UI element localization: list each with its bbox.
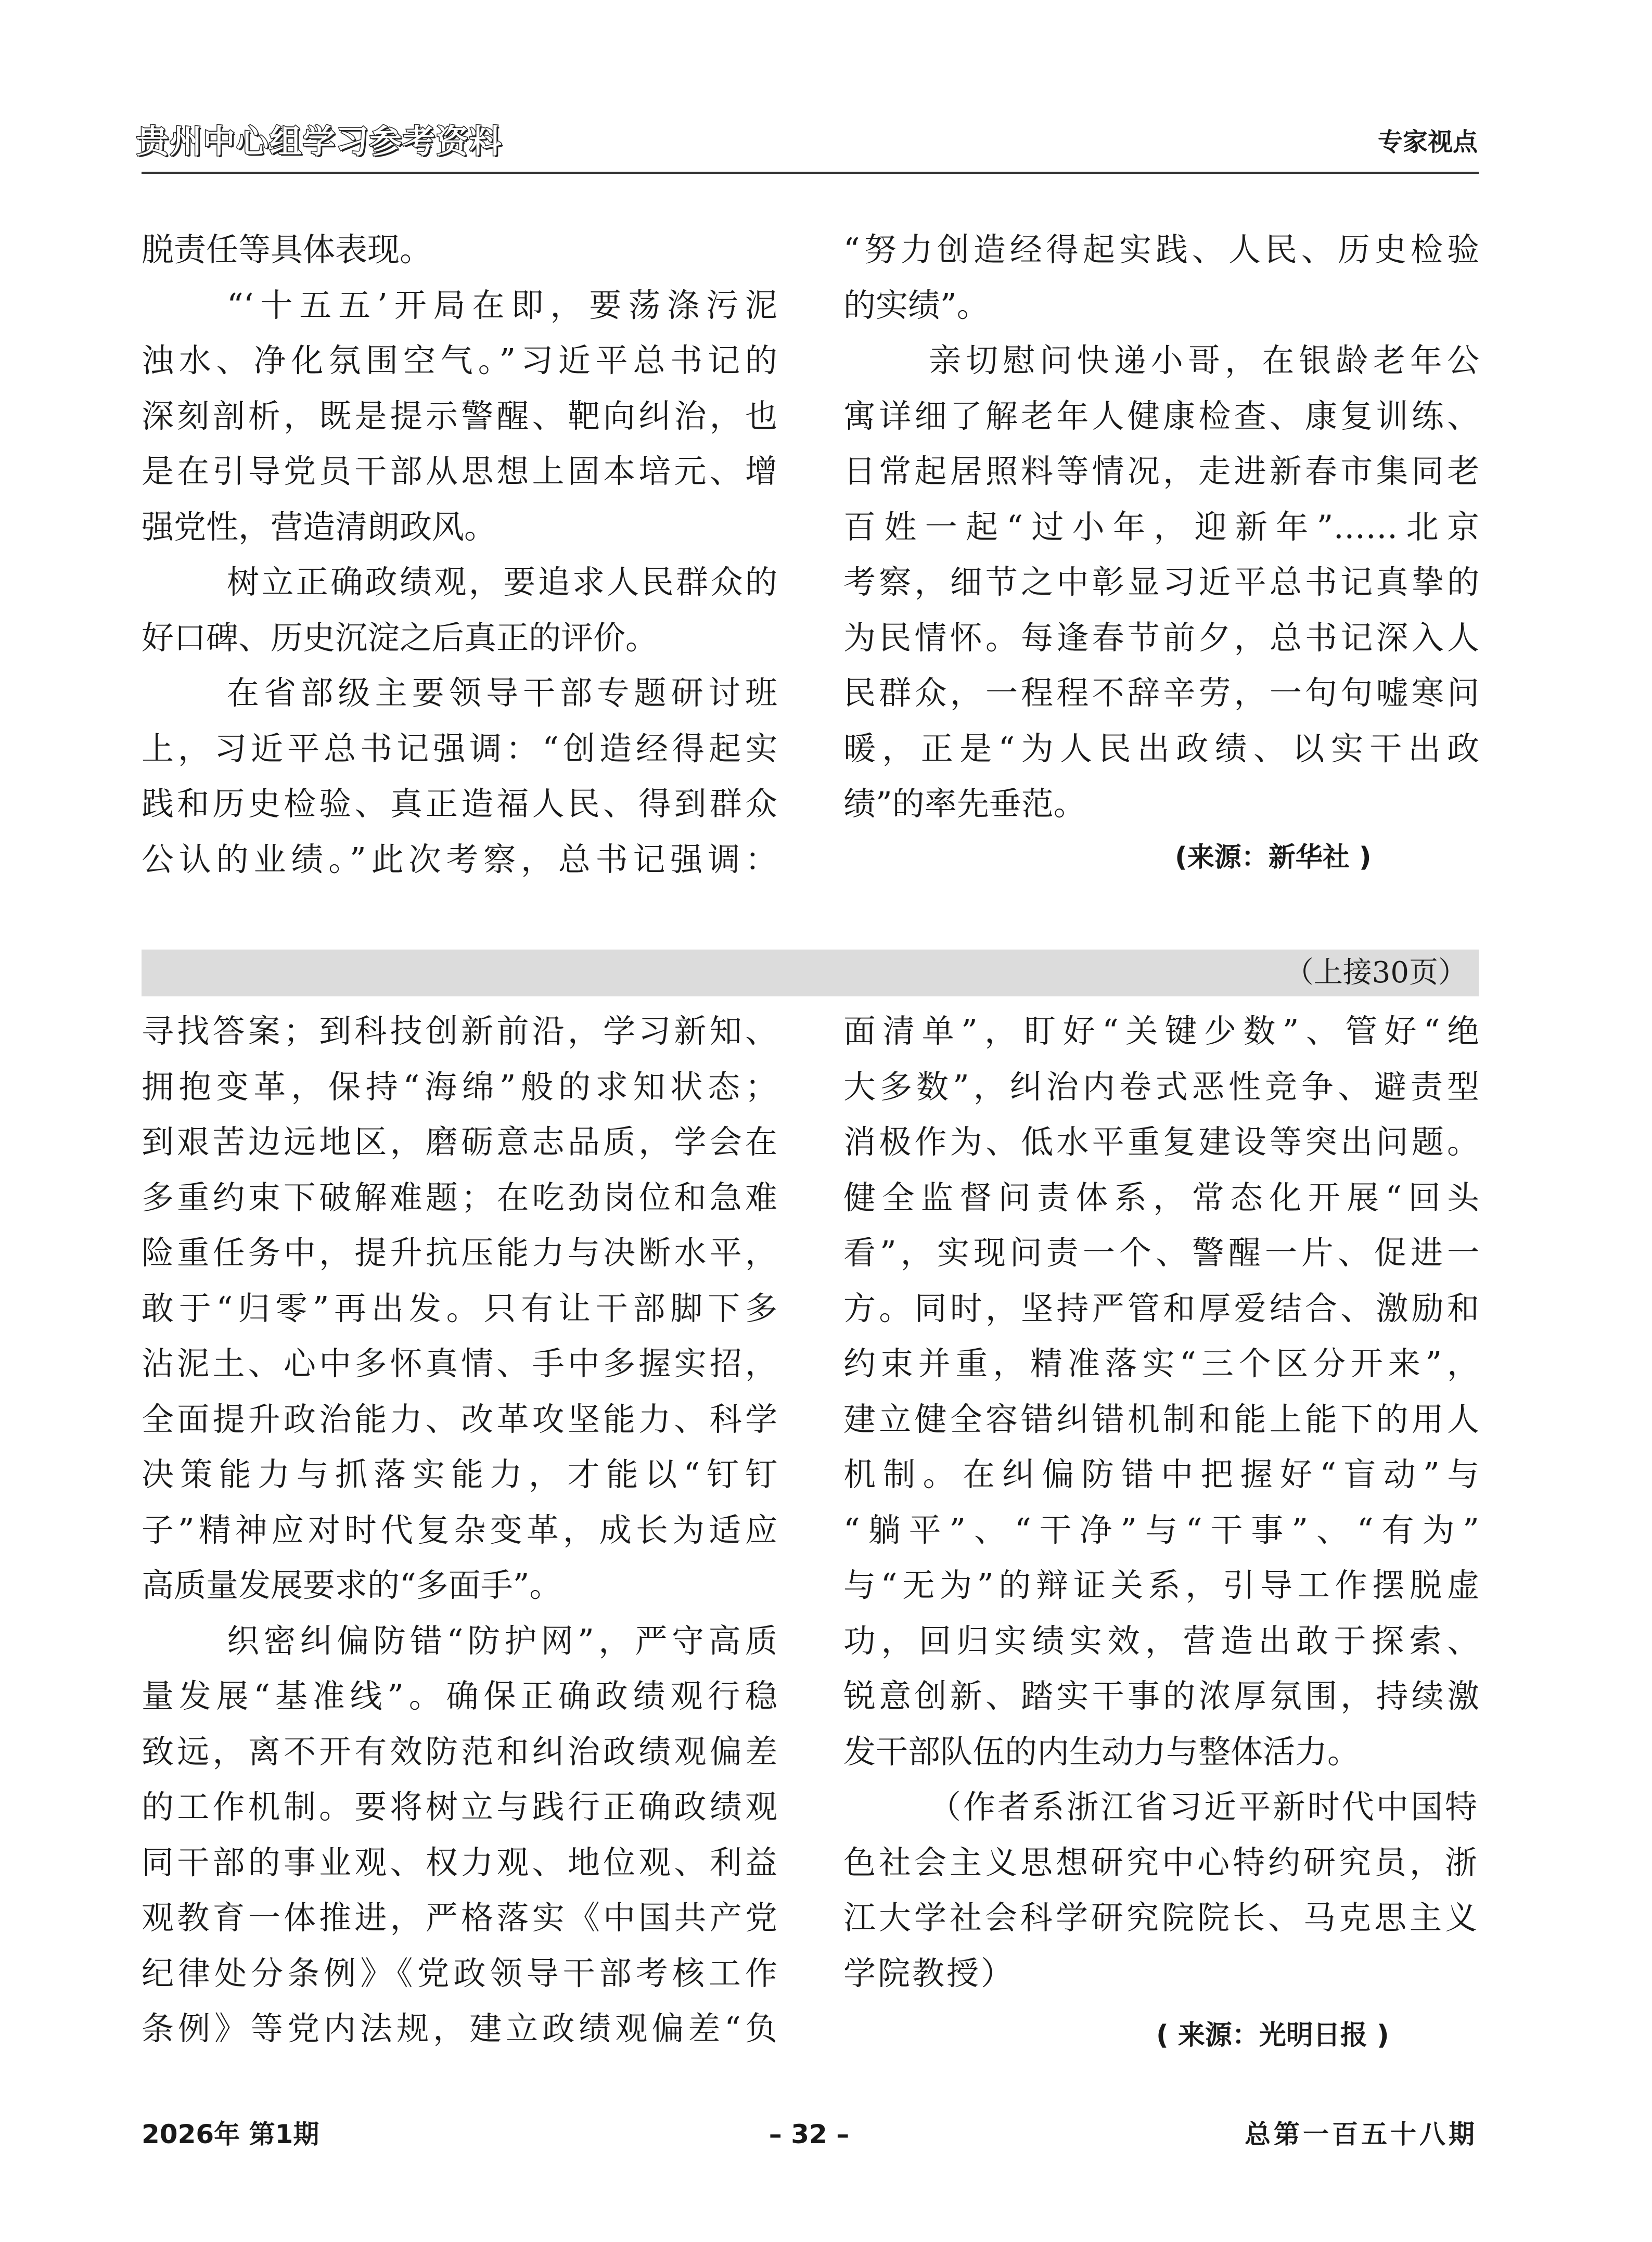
text-line: 寓详细了解老年人健康检查、康复训练、 — [843, 397, 1479, 435]
text-line: 树立正确政绩观，要追求人民群众的 — [227, 563, 777, 601]
text-line: 绩”的率先垂范。 — [843, 785, 1086, 823]
text-line: 同干部的事业观、权力观、地位观、利益 — [142, 1843, 777, 1881]
text-line: 全面提升政治能力、改革攻坚能力、科学 — [142, 1400, 777, 1438]
source-guangming: ( 来源：光明日报 ) — [1156, 2020, 1389, 2051]
text-line: 敢于“归零”再出发。只有让干部脚下多 — [142, 1289, 777, 1327]
footer-total-issue: 总第一百五十八期 — [1245, 2119, 1478, 2149]
text-line: 纪律处分条例》《党政领导干部考核工作 — [142, 1954, 777, 1992]
text-line: 学院教授） — [843, 1954, 1016, 1992]
text-line: 考察，细节之中彰显习近平总书记真挚的 — [843, 563, 1479, 601]
text-line: 建立健全容错纠错机制和能上能下的用人 — [843, 1400, 1479, 1438]
text-line: 寻找答案；到科技创新前沿，学习新知、 — [142, 1012, 777, 1050]
text-line: 的实绩”。 — [843, 286, 989, 324]
publication-title: 贵州中心组学习参考资料 — [136, 122, 503, 160]
text-line: 色社会主义思想研究中心特约研究员，浙 — [843, 1843, 1479, 1881]
text-line: 约束并重，精准落实“三个区分开来”， — [843, 1344, 1479, 1382]
text-line: 民群众，一程程不辞辛劳，一句句嘘寒问 — [843, 674, 1479, 712]
text-line: 到艰苦边远地区，磨砺意志品质，学会在 — [142, 1123, 777, 1161]
continuation-label: （上接30页） — [1284, 956, 1467, 990]
text-line: 决策能力与抓落实能力，才能以“钉钉 — [142, 1455, 777, 1493]
text-line: “躺平”、“干净”与“干事”、“有为” — [843, 1511, 1479, 1549]
text-line: 与“无为”的辩证关系，引导工作摆脱虚 — [843, 1566, 1479, 1604]
footer-issue: 2026年 第1期 — [142, 2119, 319, 2149]
text-line: 子”精神应对时代复杂变革，成长为适应 — [142, 1511, 777, 1549]
header-rule — [142, 172, 1479, 174]
text-line: 为民情怀。每逢春节前夕，总书记深入人 — [843, 619, 1479, 657]
text-line: 多重约束下破解难题；在吃劲岗位和急难 — [142, 1178, 777, 1216]
text-line: 发干部队伍的内生动力与整体活力。 — [843, 1733, 1360, 1771]
text-line: 机制。在纠偏防错中把握好“盲动”与 — [843, 1455, 1479, 1493]
text-line: 浊水、净化氛围空气。”习近平总书记的 — [142, 341, 777, 379]
page-number: – 32 – — [769, 2119, 850, 2149]
text-line: 量发展“基准线”。确保正确政绩观行稳 — [142, 1677, 777, 1715]
text-line: 江大学社会科学研究院院长、马克思主义 — [843, 1899, 1479, 1937]
text-line: 暖，正是“为人民出政绩、以实干出政 — [843, 729, 1479, 767]
text-line: 日常起居照料等情况，走进新春市集同老 — [843, 452, 1479, 490]
text-line: 的工作机制。要将树立与践行正确政绩观 — [142, 1788, 777, 1826]
section-label: 专家视点 — [1377, 127, 1478, 157]
text-line: 消极作为、低水平重复建设等突出问题。 — [843, 1123, 1479, 1161]
text-line: 高质量发展要求的“多面手”。 — [142, 1566, 562, 1604]
text-line: 织密纠偏防错“防护网”，严守高质 — [227, 1622, 777, 1660]
text-line: 公认的业绩。”此次考察，总书记强调： — [142, 840, 777, 878]
text-line: 大多数”，纠治内卷式恶性竞争、避责型 — [843, 1068, 1479, 1106]
text-line: 致远，离不开有效防范和纠治政绩观偏差 — [142, 1733, 777, 1771]
continuation-bar — [142, 950, 1479, 996]
text-line: 在省部级主要领导干部专题研讨班 — [227, 674, 777, 712]
text-line: 强党性，营造清朗政风。 — [142, 508, 497, 546]
text-line: 好口碑、历史沉淀之后真正的评价。 — [142, 619, 658, 657]
source-xinhua: (来源：新华社 ) — [1175, 842, 1372, 873]
text-line: 百姓一起“过小年，迎新年”……北京 — [843, 508, 1479, 546]
text-line: 锐意创新、踏实干事的浓厚氛围，持续激 — [843, 1677, 1479, 1715]
text-line: 条例》等党内法规，建立政绩观偏差“负 — [142, 2009, 777, 2047]
text-line: 面清单”，盯好“关键少数”、管好“绝 — [843, 1012, 1479, 1050]
text-line: 看”，实现问责一个、警醒一片、促进一 — [843, 1234, 1479, 1272]
text-line: “‘十五五’开局在即，要荡涤污泥 — [227, 286, 777, 324]
text-line: 脱责任等具体表现。 — [142, 230, 432, 268]
text-line: 践和历史检验、真正造福人民、得到群众 — [142, 785, 777, 823]
text-line: 方。同时，坚持严管和厚爱结合、激励和 — [843, 1289, 1479, 1327]
text-line: 险重任务中，提升抗压能力与决断水平， — [142, 1234, 777, 1272]
text-line: 深刻剖析，既是提示警醒、靶向纠治，也 — [142, 397, 777, 435]
text-line: 功，回归实绩实效，营造出敢于探索、 — [843, 1622, 1479, 1660]
text-line: 是在引导党员干部从思想上固本培元、增 — [142, 452, 777, 490]
text-line: 亲切慰问快递小哥，在银龄老年公 — [929, 341, 1479, 379]
text-line: （作者系浙江省习近平新时代中国特 — [929, 1788, 1479, 1826]
text-line: 沾泥土、心中多怀真情、手中多握实招， — [142, 1344, 777, 1382]
text-line: 健全监督问责体系，常态化开展“回头 — [843, 1178, 1479, 1216]
text-line: 拥抱变革，保持“海绵”般的求知状态； — [142, 1068, 777, 1106]
text-line: 上，习近平总书记强调：“创造经得起实 — [142, 729, 777, 767]
text-line: 观教育一体推进，严格落实《中国共产党 — [142, 1899, 777, 1937]
text-line: “努力创造经得起实践、人民、历史检验 — [843, 230, 1479, 268]
